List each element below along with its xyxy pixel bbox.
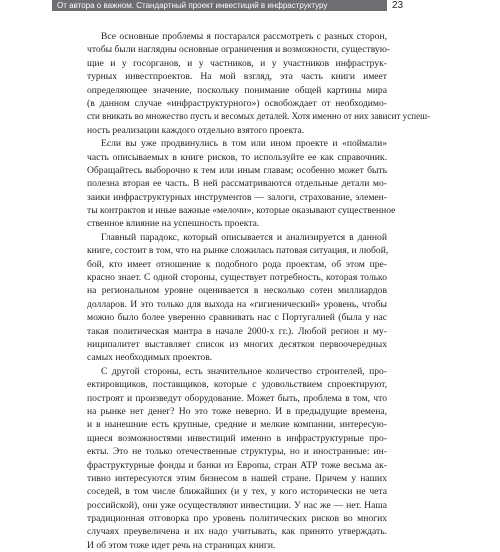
text-line: определяющее значение, поскольку понимание общей картины мира [87, 84, 387, 96]
text-line: фраструктурные фонды и банки из Европы, стран АТР тоже весьма ак- [87, 459, 387, 471]
paragraph [87, 137, 396, 231]
text-line: такая политическая мантра в начале 2000-х гг.). Любой регион и му- [87, 325, 387, 337]
text-line: екты. Это не только отечественные структуры, но и иностранные: ин- [87, 446, 387, 458]
text-line: С другой стороны, есть значительное количество строителей, про- [101, 365, 387, 377]
text-line: (в данном случае «инфраструктурного») освобождает от необходимо- [87, 97, 387, 109]
page-number: 23 [392, 0, 404, 11]
text-line: ты контрактов и иные важные «мелочи», которые оказывают существенное [87, 205, 396, 217]
text-line: заики инфраструктурных инструментов — залоги, страхование, элемен- [87, 191, 387, 203]
paragraph [87, 231, 387, 365]
text-line: бой, кто имеет отношение к подобного рода проектам, об этом пре- [87, 258, 387, 270]
running-header [52, 0, 387, 11]
text-line: Если вы уже продвинулись в том или ином проекте и «поймали» [101, 138, 387, 150]
text-line: Обращайтесь выборочно к тем или иным главам; особенно может быть [87, 164, 387, 176]
text-line: И об этом тоже идет речь на страницах книги. [87, 539, 276, 551]
text-line: книге, состоит в том, что на рынке сложилась патовая ситуация, и любой, [87, 245, 389, 257]
text-line: самых необходимых проектов. [87, 352, 213, 364]
text-line: полезна вторая ее часть. В ней рассматриваются отдельные детали мо- [87, 178, 387, 190]
text-line: соседей, в том числе ближайших (и у тех, у кого исторически не чета [87, 486, 387, 498]
running-title: От автора о важном. Стандартный проект инвестиций в инфраструктуру [57, 1, 328, 10]
body-text [87, 30, 431, 552]
text-line: сти вникать во множество пусть и весомых деталей. Хотя именно от них зависит успеш- [87, 111, 431, 122]
paragraph [87, 30, 431, 137]
text-line: Все основные проблемы я постарался рассмотреть с разных сторон, [101, 31, 387, 42]
text-line: щиеся возможностями инвестиций именно в инфраструктурные про- [87, 432, 387, 444]
text-line: случаях преувеличена и их надо учитывать, как принято утверждать. [87, 526, 387, 538]
paragraph [87, 365, 387, 552]
text-line: ниципалитет выставляет список из многих десятков первоочередных [87, 338, 387, 350]
text-line: ственное влияние на успешность проекта. [87, 218, 260, 230]
text-line: ектировщиков, поставщиков, которые с удовольствием спроектируют, [87, 379, 387, 391]
text-line: на региональном уровне оценивается в несколько сотен миллиардов [87, 285, 387, 297]
text-line: традиционная отговорка про уровень политических рисков во многих [87, 513, 387, 525]
text-line: долларов. И это только для выхода на «гигиенический» уровень, чтобы [87, 298, 387, 310]
text-line: ность реализации каждого отдельно взятого проекта. [87, 124, 305, 136]
text-line: чтобы были наглядны основные ограничения и возможности, существую- [87, 44, 391, 56]
text-line: и в нынешние есть крупные, средние и мелкие компании, интересую- [87, 419, 387, 431]
text-line: российской), они уже осуществляют инвестиции. У нас же — нет. Наша [87, 499, 387, 511]
text-line: турных инвестпроектов. На мой взгляд, эта часть книги имеет [87, 71, 387, 83]
text-line: часть описываемых в книге рисков, то используйте ее как справочник. [87, 151, 387, 163]
text-line: можно было более уверенно сравнивать нас с Португалией (была у нас [87, 312, 387, 324]
text-line: построят и произведут оборудование. Может быть, проблема в том, что [87, 392, 387, 404]
text-line: красно знает. С одной стороны, существует потребность, которая только [87, 272, 387, 284]
text-line: щие и у госорганов, и у частников, и у участников инфраструк- [87, 57, 387, 69]
text-line: тивно интересуются этим бизнесом в нашей стране. Причем у наших [87, 472, 387, 484]
text-line: Главный парадокс, который описывается и анализируется в данной [101, 231, 387, 243]
text-line: на рынке нет денег? Но это тоже неверно. И в предыдущие времена, [87, 405, 387, 417]
